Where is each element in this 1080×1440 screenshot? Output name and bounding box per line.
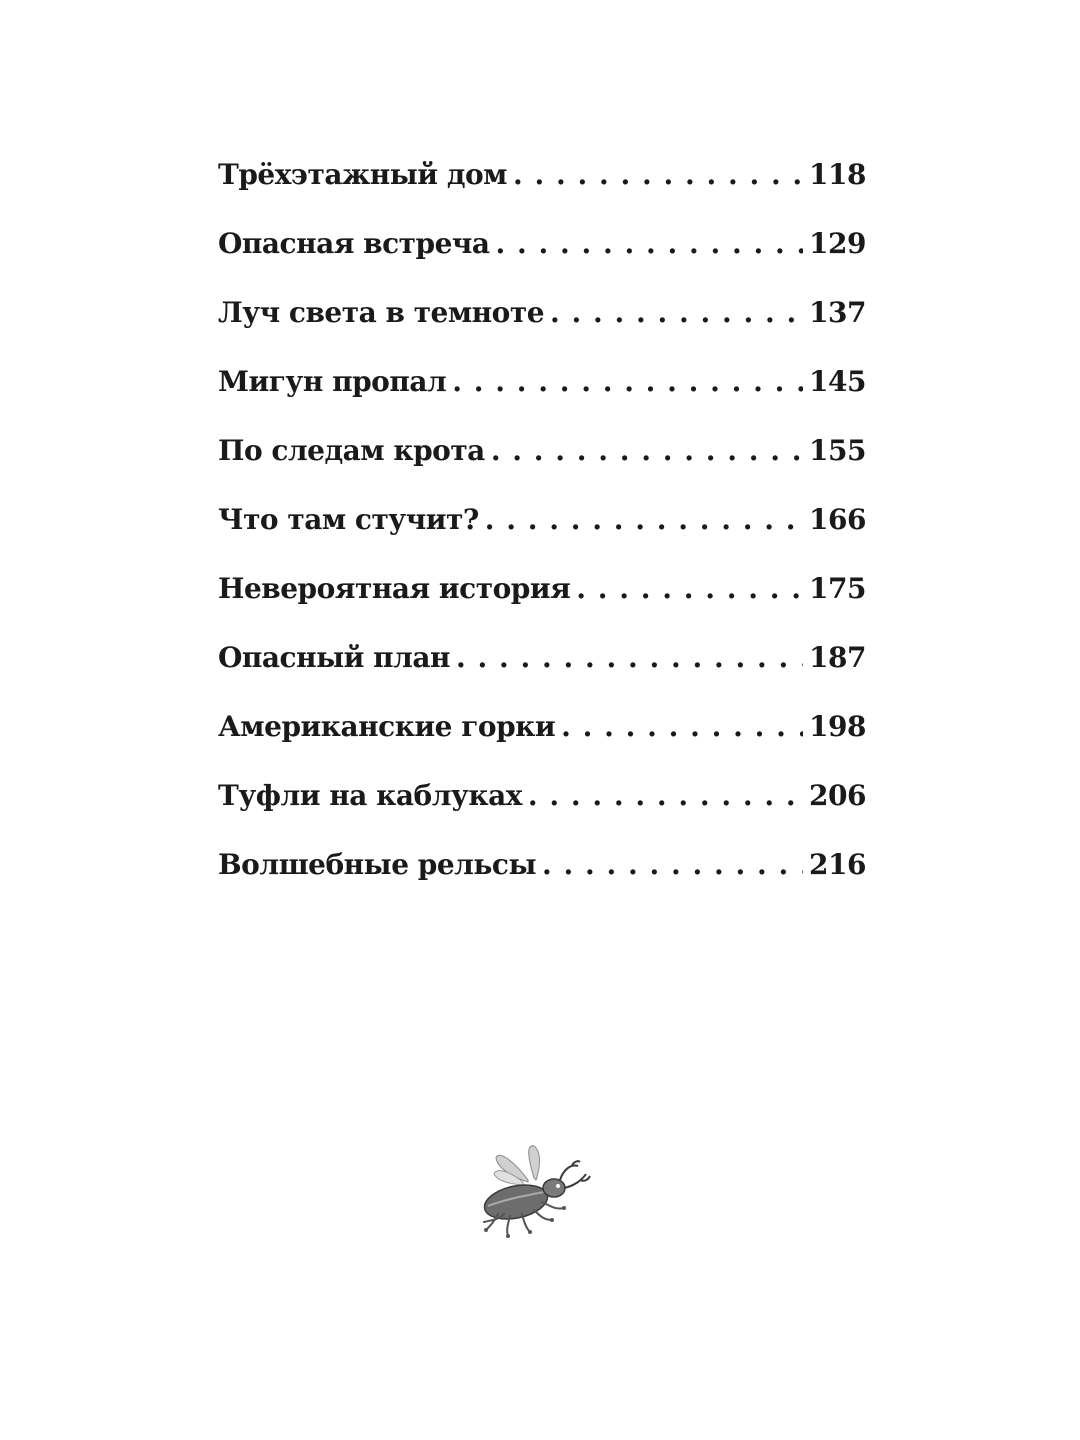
toc-entry-title: По следам крота (218, 434, 485, 467)
beetle-foot (528, 1230, 532, 1234)
toc-entry-page: 216 (809, 848, 866, 881)
toc-entry-page: 206 (809, 779, 866, 812)
beetle-foot (506, 1234, 510, 1238)
toc-entry[interactable] (218, 572, 866, 641)
beetle-body (481, 1180, 550, 1225)
stag-beetle-icon (468, 1140, 598, 1245)
toc-entry[interactable] (218, 434, 866, 503)
beetle-foot (562, 1206, 566, 1210)
toc-entry-title: Что там стучит? (218, 503, 479, 536)
toc-entry[interactable] (218, 158, 866, 227)
toc-entry-title: Луч света в темноте (218, 296, 545, 329)
toc-entry[interactable] (218, 227, 866, 296)
toc-entry-title: Невероятная история (218, 572, 571, 605)
toc-dot-leader (513, 158, 803, 191)
toc-entry-page: 175 (809, 572, 866, 605)
toc-entry-page: 145 (809, 365, 866, 398)
beetle-wing-right (529, 1146, 540, 1180)
toc-dot-leader (542, 848, 803, 881)
beetle-foot (484, 1228, 488, 1232)
toc-entry-title: Опасная встреча (218, 227, 490, 260)
toc-entry-title: Мигун пропал (218, 365, 447, 398)
toc-entry[interactable] (218, 641, 866, 710)
toc-entry-title: Американские горки (218, 710, 556, 743)
toc-entry-title: Туфли на каблуках (218, 779, 522, 812)
beetle-foot (550, 1218, 554, 1222)
toc-dot-leader (456, 641, 803, 674)
toc-entry-page: 198 (809, 710, 866, 743)
toc-entry[interactable] (218, 503, 866, 572)
toc-dot-leader (576, 572, 803, 605)
toc-entry-page: 166 (809, 503, 866, 536)
table-of-contents (218, 158, 866, 917)
toc-entry-title: Опасный план (218, 641, 451, 674)
toc-entry[interactable] (218, 296, 866, 365)
beetle-head (543, 1179, 565, 1197)
beetle-mandible-upper (560, 1161, 580, 1180)
toc-entry-page: 137 (809, 296, 866, 329)
toc-dot-leader (485, 503, 803, 536)
toc-entry-page: 187 (809, 641, 866, 674)
toc-entry[interactable] (218, 710, 866, 779)
beetle-mandible-lower (564, 1174, 590, 1188)
toc-entry[interactable] (218, 848, 866, 917)
beetle-eye (556, 1184, 560, 1188)
toc-entry-page: 155 (809, 434, 866, 467)
toc-entry-page: 129 (809, 227, 866, 260)
toc-entry[interactable] (218, 365, 866, 434)
toc-entry-title: Трёхэтажный дом (218, 158, 507, 191)
toc-dot-leader (491, 434, 803, 467)
toc-entry-page: 118 (809, 158, 866, 191)
toc-dot-leader (550, 296, 803, 329)
toc-dot-leader (528, 779, 803, 812)
toc-dot-leader (496, 227, 804, 260)
toc-entry-title: Волшебные рельсы (218, 848, 537, 881)
toc-dot-leader (452, 365, 803, 398)
toc-entry[interactable] (218, 779, 866, 848)
toc-dot-leader (561, 710, 803, 743)
